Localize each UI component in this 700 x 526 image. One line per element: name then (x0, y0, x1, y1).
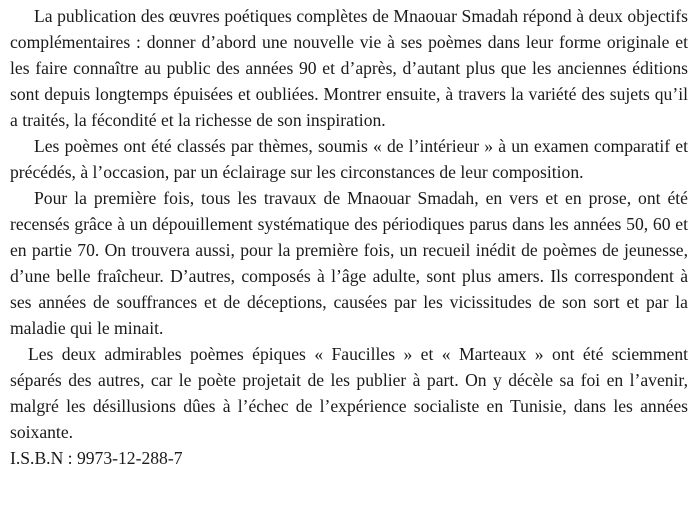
paragraph-publication-goals: La publication des œuvres poétiques complètes de Mnaouar Smadah répond à deux objectifs complémentaires : donner d’abord une nouvelle vie à ses poèmes dans leur forme originale et les faire connaître au public des années 90 et d’après, d’autant plus que les anciennes éditions sont depuis longtemps épuisées et oubliées. Montrer ensuite, à travers la variété des sujets qu’il a traités, la fécondité et la richesse de son inspiration. (10, 6, 688, 130)
paragraph-works-inventory: Pour la première fois, tous les travaux de Mnaouar Smadah, en vers et en prose, ont été recensés grâce à un dépouillement systématique des périodiques parus dans les années 50, 60 et en partie 70. On trouvera aussi, pour la première fois, un recueil inédit de poèmes de jeunesse, d’une belle fraîcheur. D’autres, composés à l’âge adulte, sont plus amers. Ils correspondent à ses années de souffrances et de déceptions, causées par les vicissitudes de son sort et par la maladie qui le minait. (10, 188, 688, 338)
isbn-line: I.S.B.N : 9973-12-288-7 (10, 448, 183, 468)
paragraph-classification: Les poèmes ont été classés par thèmes, soumis « de l’intérieur » à un examen comparatif et précédés, à l’occasion, par un éclairage sur les circonstances de leur composition. (10, 136, 688, 182)
document-page (10, 3, 688, 471)
paragraph-epic-poems: Les deux admirables poèmes épiques « Faucilles » et « Marteaux » ont été sciemment séparés des autres, car le poète projetait de les publier à part. On y décèle sa foi en l’avenir, malgré les désillusions dûes à l’échec de l’expérience socialiste en Tunisie, dans les années soixante. (10, 344, 688, 442)
